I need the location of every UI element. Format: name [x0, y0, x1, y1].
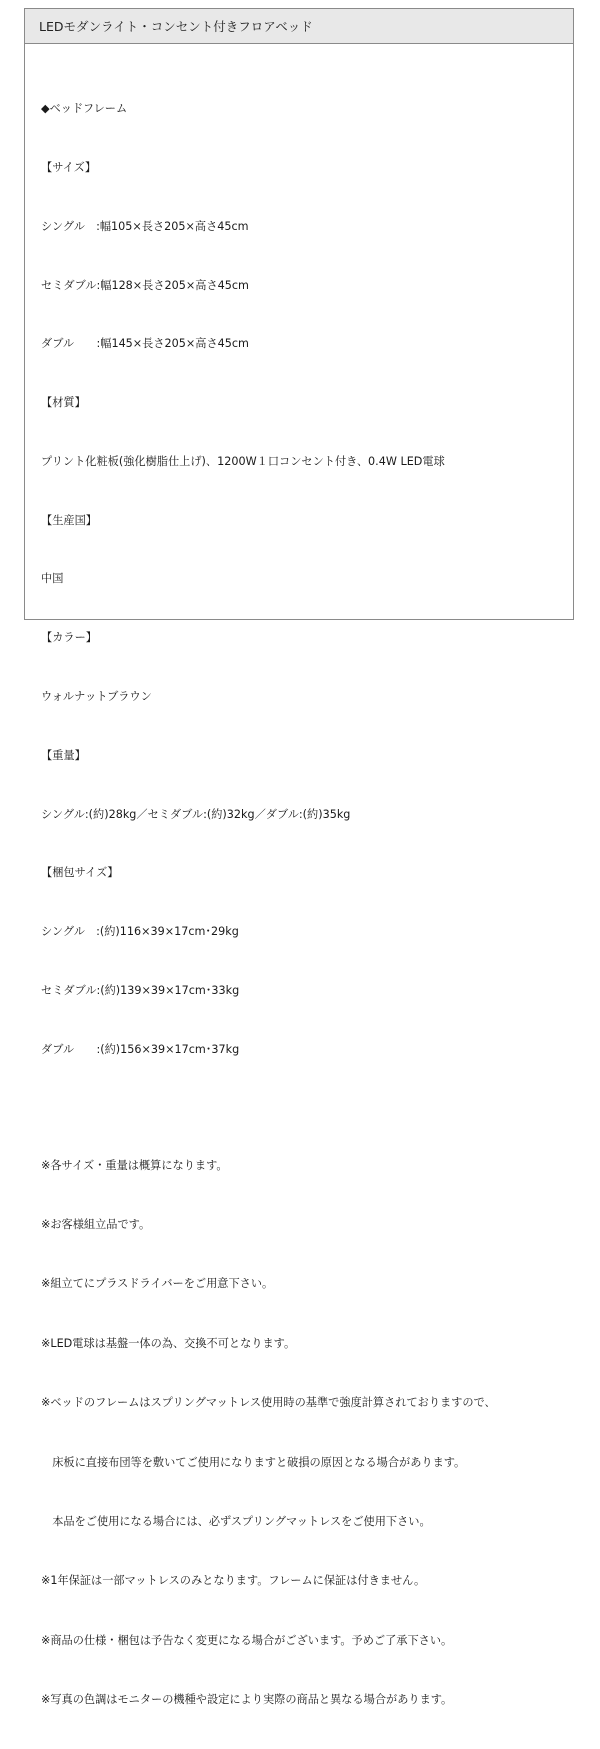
note-item: ※ベッドのフレームはスプリングマットレス使用時の基準で強度計算されておりますので、 [41, 1396, 496, 1410]
product-spec-panel [24, 8, 574, 1707]
note-item: ※写真の色調はモニターの機種や設定により実際の商品と異なる場合があります。 [41, 1693, 453, 1707]
note-item: ※1年保証は一部マットレスのみとなります。フレームに保証は付きません。 [41, 1574, 426, 1588]
spec-material-value: プリント化粧板(強化樹脂仕上げ)、1200W１口コンセント付き、0.4W LED電球 [41, 454, 445, 468]
spec-size-double: ダブル :幅145×長さ205×高さ45cm [41, 337, 249, 351]
product-title: LEDモダンライト・コンセント付きフロアベッド [39, 19, 313, 34]
spec-section-origin: 【生産国】 [41, 513, 97, 527]
spacer [41, 1098, 573, 1116]
spec-heading-frame: ◆ベッドフレーム [41, 102, 128, 116]
spec-section-package: 【梱包サイズ】 [41, 866, 119, 880]
spec-color-value: ウォルナットブラウン [41, 690, 152, 703]
note-item: ※組立てにプラスドライバーをご用意下さい。 [41, 1277, 274, 1291]
spec-package-double: ダブル :(約)156×39×17cm･37kg [41, 1042, 240, 1056]
spec-size-single: シングル :幅105×長さ205×高さ45cm [41, 219, 249, 233]
spec-section-color: 【カラー】 [41, 631, 97, 645]
spec-section-weight: 【重量】 [41, 748, 86, 762]
panel-header [25, 9, 573, 44]
spec-size-semidouble: セミダブル:幅128×長さ205×高さ45cm [41, 278, 249, 292]
spec-section-material: 【材質】 [41, 396, 86, 410]
spec-package-single: シングル :(約)116×39×17cm･29kg [41, 925, 239, 939]
spec-origin-value: 中国 [41, 572, 64, 586]
spec-weight-value: シングル:(約)28kg／セミダブル:(約)32kg／ダブル:(約)35kg [41, 807, 351, 821]
spec-content [25, 44, 573, 1749]
spec-section-size: 【サイズ】 [41, 160, 97, 174]
spec-package-semidouble: セミダブル:(約)139×39×17cm･33kg [41, 983, 240, 997]
note-item: ※商品の仕様・梱包は予告なく変更になる場合がございます。予めご了承下さい。 [41, 1633, 453, 1647]
note-item: 本品をご使用になる場合には、必ずスプリングマットレスをご使用下さい。 [41, 1514, 431, 1528]
note-item: ※LED電球は基盤一体の為、交換不可となります。 [41, 1336, 296, 1350]
note-item: ※各サイズ・重量は概算になります。 [41, 1158, 228, 1172]
note-item: ※お客様組立品です。 [41, 1218, 151, 1232]
note-item: 床板に直接布団等を敷いてご使用になりますと破損の原因となる場合があります。 [41, 1455, 466, 1469]
